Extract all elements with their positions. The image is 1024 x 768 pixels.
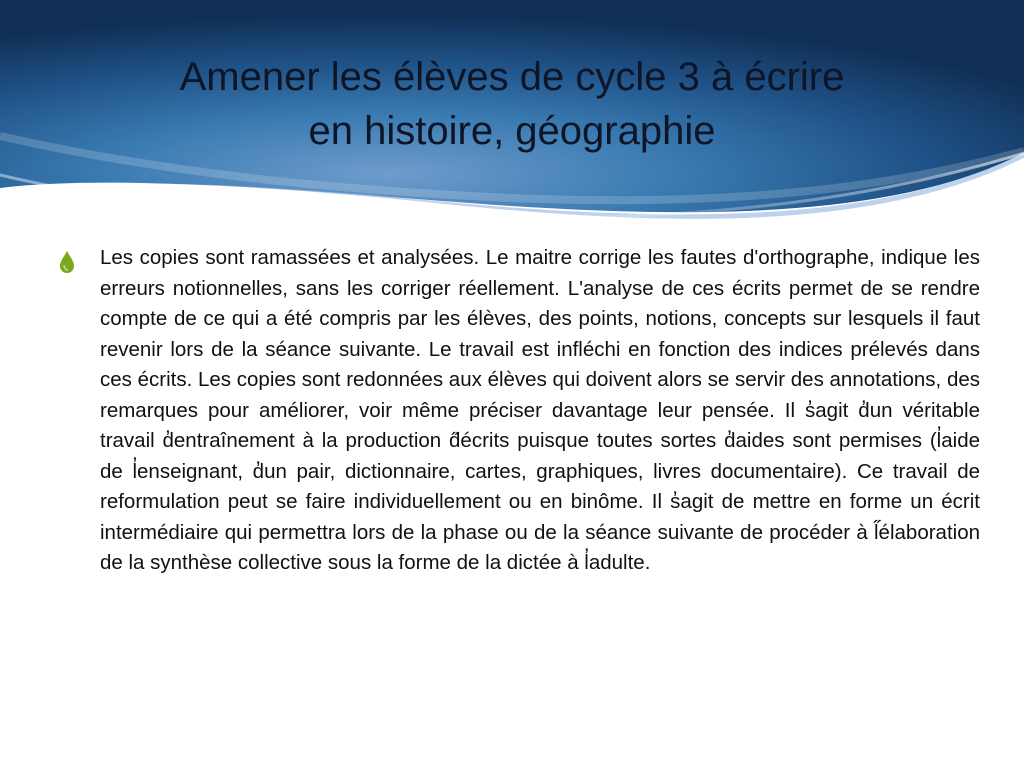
bullet-item xyxy=(58,243,980,579)
title-line-2: en histoire, géographie xyxy=(308,109,716,153)
title-line-1: Amener les élèves de cycle 3 à écrire xyxy=(179,55,845,99)
slide-title xyxy=(60,50,964,158)
drop-icon xyxy=(58,250,76,274)
slide-content xyxy=(58,243,980,579)
bullet-text: Les copies sont ramassées et analysées. Le maitre corrige les fautes d'orthographe, indique les erreurs notionnelles, sans les corriger réellement. L'analyse de ces écrits permet de se rendre compte de ce qui a été compris par les élèves, des points, notions, concepts sur lesquels il faut revenir lors de la séance suivante. Le travail est infléchi en fonction des indices prélevés dans ces écrits. Les copies sont redonnées aux élèves qui doivent alors se servir des annotations, des remarques pour améliorer, voir même préciser davantage leur pensée. Il s̓agit d̓un véritable travail d̓entraînement à la production d̋écrits puisque toutes sortes d̓aides sont permises (l̓aide de l̓enseignant, d̓un pair, dictionnaire, cartes, graphiques, livres documentaire). Ce travail de reformulation peut se faire individuellement ou en binôme. Il s̓agit de mettre en forme un écrit intermédiaire qui permettra lors de la phase ou de la séance suivante de procéder à l̋élaboration de la synthèse collective sous la forme de la dictée à l̓adulte. xyxy=(100,246,980,574)
